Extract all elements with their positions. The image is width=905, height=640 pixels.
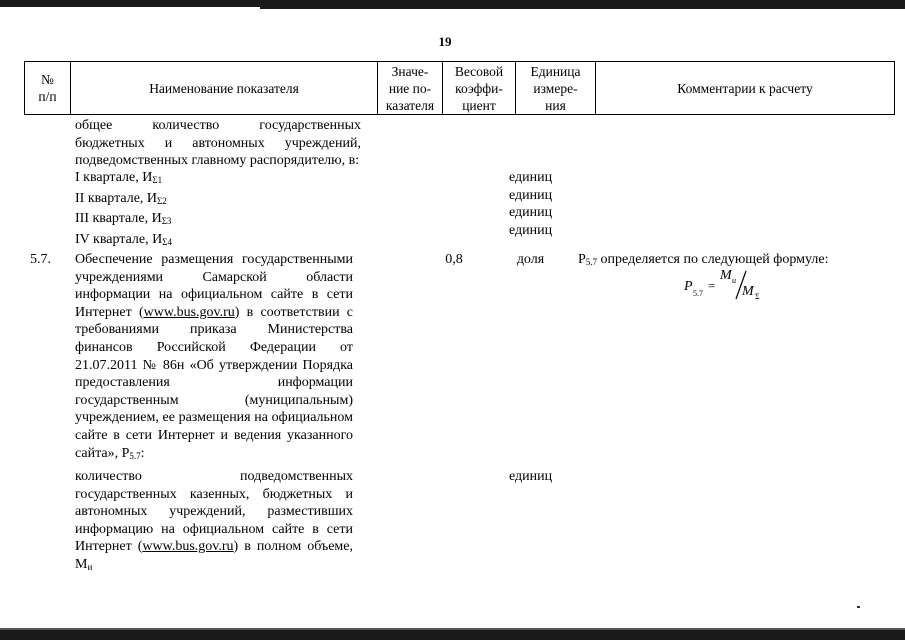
header-number: № п/п <box>25 62 71 114</box>
quarter-units <box>491 169 570 239</box>
row-5-7-number: 5.7. <box>30 252 51 267</box>
scan-top-border-thick <box>260 6 905 9</box>
row-5-7-comment: $Р_{5.7}$ определяется по следующей формуле: <box>578 252 829 267</box>
scan-speck <box>857 606 860 608</box>
row-5-7-description: Обеспечение размещения государственными учреждениями Самарской области информации на официальном сайте в сети Интернет (www.bus.gov.ru) в соответствии с требованиями приказа Министерства финансов Российской Федерации от 21.07.2011 № 86н «Об утверждении Порядка предоставления информации государственным (муниципальным) учреждением, ее размещения на официальном сайте в сети Интернет и ведения указанного сайта», $Р_{5.7}$: <box>75 252 354 461</box>
header-indicator-name: Наименование показателя <box>71 62 378 114</box>
scan-bottom-border-edge <box>0 628 905 630</box>
page-number: 19 <box>438 34 452 49</box>
quarter-list <box>75 169 355 251</box>
row-5-7-weight: 0,8 <box>445 252 463 267</box>
quarter-unit-2: единиц <box>508 187 553 203</box>
row-mi-description: количество подведомственных государственных казенных, бюджетных и автономных учреждений, разместивших информацию на официальном сайте в сети Интернет (www.bus.gov.ru) в полном объеме, $М_и$ <box>75 469 353 572</box>
quarter-item-1: I квартале, $И_{\Sigma 1}$ <box>75 170 163 185</box>
bus-gov-link-2[interactable]: www.bus.gov.ru <box>142 539 234 555</box>
row-mi-unit: единиц <box>508 469 553 484</box>
header-comment: Комментарии к расчету <box>596 62 895 114</box>
quarter-item-3: III квартале, $И_{\Sigma 3}$ <box>75 211 172 227</box>
header-weight-coefficient: Весовой коэффи- циент <box>443 62 516 114</box>
row-5-7-unit: доля <box>516 252 545 267</box>
quarter-item-4: IV квартале, $И_{\Sigma 4}$ <box>75 231 172 247</box>
quarter-item-2: II квартале, $И_{\Sigma 2}$ <box>75 190 167 206</box>
formula-p57: P 5.7 = M и M Σ <box>684 268 760 301</box>
quarter-unit-4: единиц <box>508 222 553 238</box>
continuation-intro-text: общее количество государственных бюджетных и автономных учреждений, подведомственных главному распорядителю, в: <box>75 118 361 169</box>
quarter-unit-3: единиц <box>508 205 553 221</box>
header-unit: Единица измере- ния <box>516 62 596 114</box>
table-header <box>24 61 895 115</box>
bus-gov-link[interactable]: www.bus.gov.ru <box>143 304 235 320</box>
quarter-unit-1: единиц <box>508 170 553 185</box>
header-indicator-value: Значе- ние по- казателя <box>378 62 443 114</box>
